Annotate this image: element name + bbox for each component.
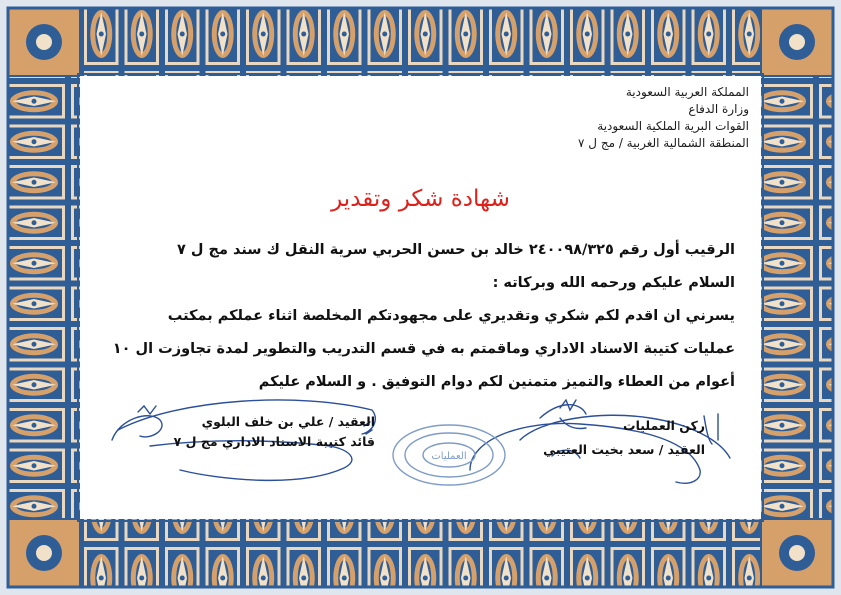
operations-title: ركن العمليات (623, 418, 705, 433)
signature-block-operations (543, 414, 705, 462)
org-line-ministry: وزارة الدفاع (688, 102, 749, 116)
org-line-region: المنطقة الشمالية الغربية / مج ل ٧ (578, 136, 749, 150)
operations-name: العقيد / سعد بخيت العتيبي (543, 442, 705, 457)
certificate-title: شهادة شكر وتقدير (331, 186, 510, 212)
stamp-center-text: العمليات (431, 451, 467, 462)
commander-title: قائد كتيبة الاسناد الاداري مج ل ٧ (173, 434, 375, 449)
org-line-country: المملكة العربية السعودية (625, 85, 749, 99)
body-line-recipient: الرقيب أول رقم ٢٤٠٠٩٨/٣٢٥ خالد بن حسن الحربي سرية النقل ك سند مج ل ٧ (176, 242, 735, 258)
certificate-body (95, 234, 735, 399)
official-stamp (390, 422, 508, 488)
body-line-greeting: السلام عليكم ورحمه الله وبركاته : (492, 275, 735, 291)
signature-block-commander (130, 412, 375, 452)
body-line-closing: أعوام من العطاء والتميز متمنين لكم دوام التوفيق . و السلام عليكم (258, 374, 735, 390)
commander-name: العقيد / علي بن خلف البلوي (201, 414, 375, 429)
org-line-forces: القوات البرية الملكية السعودية (597, 119, 749, 133)
organization-header (578, 84, 749, 152)
body-line-thanks: يسرني ان اقدم لكم شكري وتقديري على مجهودتكم المخلصة اثناء عملكم بمكتب (167, 308, 735, 324)
body-line-details: عمليات كتيبة الاسناد الاداري وماقمتم به في قسم التدريب والتطوير لمدة تجاوزت ال ١٠ (112, 341, 735, 357)
